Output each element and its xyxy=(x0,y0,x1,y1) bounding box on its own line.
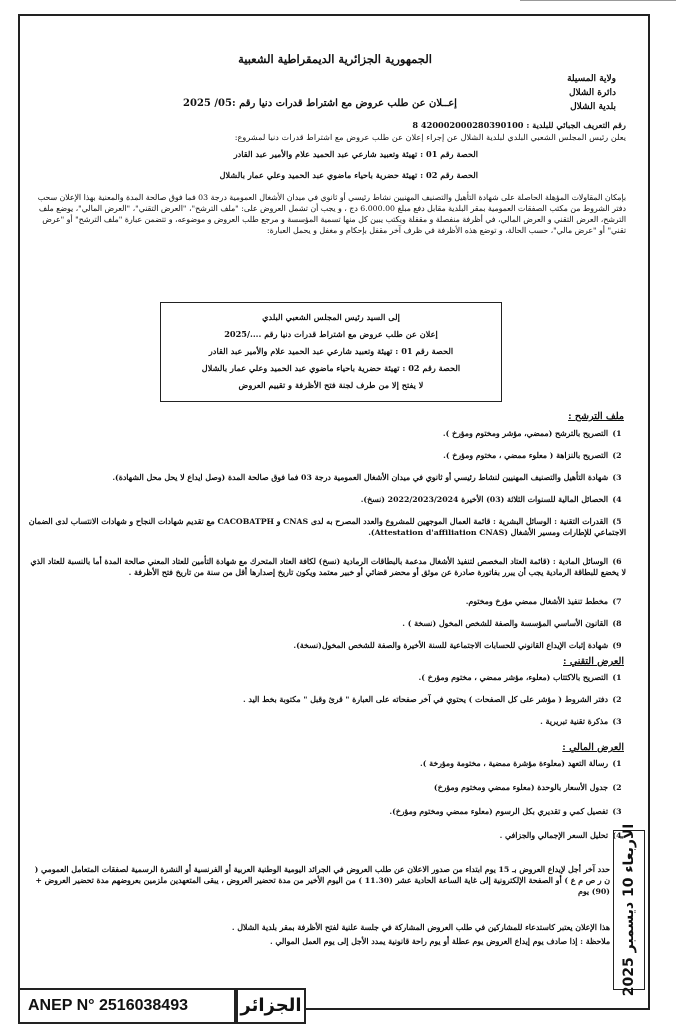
financial-item-number: 2) xyxy=(612,783,622,792)
box-line-3: الحصة رقم 01 : تهيئة وتعبيد شارعي عبد الحميد علام والأمير عبد القادر xyxy=(208,346,454,356)
announcement-title: إعــلان عن طلب عروض مع اشتراط قدرات دنيا رقم :05/ 2025 xyxy=(183,98,457,109)
nif-line: رقم التعريف الجبائي للبلدية : 420002000280390100 8 xyxy=(412,120,626,130)
commune-label: بلدية الشلال xyxy=(570,102,616,112)
candidacy-item-text: التصريح بالنزاهة ( معلوء ممضي ، مختوم ومؤرخ ). xyxy=(443,451,608,460)
newspaper-logo: الجزائر xyxy=(236,988,306,1024)
technical-title: العرض التقني : xyxy=(563,656,624,667)
box-line-2: إعلان عن طلب عروض مع اشتراط قدرات دنيا رقم ..../2025 xyxy=(224,329,438,339)
lot2-line: الحصة رقم 02 : تهيئة حضرية باحياء ماضوي عبد الحميد وعلي عمار بالشلال xyxy=(219,170,478,180)
candidacy-item-number: 2) xyxy=(612,451,622,460)
financial-item xyxy=(26,758,626,769)
candidacy-item xyxy=(26,450,626,461)
candidacy-title: ملف الترشح : xyxy=(568,411,624,422)
technical-item xyxy=(26,694,626,705)
candidacy-item-text: التصريح بالترشح (ممضي، مؤشر ومختوم ومؤرخ ). xyxy=(442,429,608,438)
candidacy-item xyxy=(26,472,626,483)
republic-title: الجمهورية الجزائرية الديمقراطية الشعبية xyxy=(238,52,432,66)
financial-item-text: جدول الأسعار بالوحدة (معلوء ممضي ومختوم ومؤرخ) xyxy=(433,783,608,792)
financial-item-text: تحليل السعر الإجمالي والجزافي . xyxy=(499,831,608,840)
candidacy-item-text: شهادة إثبات الإيداع القانوني للحسابات الاجتماعية للسنة الأخيرة والصفة للشخص المخول(نسخة). xyxy=(293,641,608,650)
eligibility-paragraph: بإمكان المقاولات المؤهلة الحاصلة على شهادة التأهيل والتصنيف المهنيين نشاط رئيسي أو ثانوي في ميدان الأشغال العمومية درجة 03 فما فوق صالحة المدة والمعنية بهذا الإعلان سحب دفتر الشروط من مكتب الصفقات العمومية بمقر البلدية مقابل دفع مبلغ 6.000.00 دج ، و يجب أن تشمل العروض على: "ملف الترشح"، "العرض التقني"، "العرض المالي"، يوضع ملف الترشح، العرض التقني و العرض المالي، في أظرفة منفصلة و مقفلة ويكتب يبين كل منها تسمية المؤسسة و مرجع طلب العروض و موضوعه، و تتضمن عبارة "ملف الترشح" أو "عرض تقني" أو "عرض مالي"، حسب الحالة، و توضع هذه الأظرفة في ظرف آخر مقفل بإحكام و مغفل و يحمل العبارة: xyxy=(37,193,626,235)
technical-item-number: 3) xyxy=(612,717,622,726)
technical-item-text: التصريح بالاكتتاب (معلوء، مؤشر ممضي ، مختوم ومؤرخ ). xyxy=(418,673,608,682)
technical-item-number: 1) xyxy=(612,673,622,682)
candidacy-item xyxy=(26,618,626,629)
technical-item xyxy=(26,716,626,727)
candidacy-item xyxy=(26,596,626,607)
candidacy-item-number: 5) xyxy=(612,517,622,526)
financial-item-number: 1) xyxy=(612,759,622,768)
technical-item xyxy=(26,672,626,683)
technical-item-number: 2) xyxy=(612,695,622,704)
daira-label: دائرة الشلال xyxy=(568,88,616,98)
candidacy-item xyxy=(26,516,626,538)
financial-item xyxy=(26,830,626,841)
document-page xyxy=(18,14,650,1010)
financial-item-number: 4) xyxy=(612,831,622,840)
candidacy-item-number: 7) xyxy=(612,597,622,606)
candidacy-item-number: 8) xyxy=(612,619,622,628)
financial-title: العرض المالي : xyxy=(562,742,624,753)
invitation-paragraph: هذا الإعلان يعتبر كاستدعاء للمشاركين في طلب العروض المشاركة في جلسة علنية لفتح الأظرفة بمقر بلدية الشلال . xyxy=(231,923,610,932)
candidacy-item-text: القانون الأساسي المؤسسة والصفة للشخص المخول (نسخة ) . xyxy=(402,619,608,628)
technical-item-text: مذكرة تقنية تبريرية . xyxy=(540,717,608,726)
candidacy-item-number: 4) xyxy=(612,495,622,504)
candidacy-item-number: 9) xyxy=(612,641,622,650)
financial-item-number: 3) xyxy=(612,807,622,816)
financial-item-text: رسالة التعهد (معلوءة مؤشرة ممضية ، مختومة ومؤرخة ). xyxy=(420,759,608,768)
financial-item xyxy=(26,782,626,793)
wilaya-label: ولاية المسيلة xyxy=(567,74,616,84)
intro-line: يعلن رئيس المجلس الشعبي البلدي لبلدية الشلال عن إجراء إعلان عن طلب عروض مع اشتراط قدرات دنيا لمشروع: xyxy=(234,132,626,142)
note-paragraph: ملاحظة : إذا صادف يوم إيداع العروض يوم عطلة أو يوم راحة قانونية يمدد الأجل إلى يوم العمل الموالي . xyxy=(269,937,610,946)
candidacy-item-text: الوسائل المادية : (قائمة العتاد المخصص لتنفيذ الأشغال مدعمة بالبطاقات الرمادية (نسخ) لكافة العتاد المتحرك مع شهادة التأمين للعتاد المعني صالحة المدة أما بالنسبة للعتاد الذي لا يخضع للبطاقة الرمادية يجب أن يبرر بفاتورة صادرة عن موثق أو محضر قضائي أو خبير معتمد ويكون تاريخ إصدارها أقل من سنة من تاريخ فتح الأظرفة . xyxy=(30,557,626,577)
deadline-paragraph: حدد آخر أجل لإيداع العروض بـ 15 يوم ابتداء من صدور الاعلان عن طلب العروض في الجرائد اليومية الوطنية العربية أو الفرنسية أو النشرة الرسمية لصفقات المتعامل العمومي ( ن ر ص م ع ) أو الصفحة الإلكترونية إلى غاية الساعة الحادية عشر (11.30 ) من اليوم الأخير من مدة تحضير العروض ، يبقى المتعهدين ملزمين بعروضهم مدة تحضير العروض + (90) يوم xyxy=(34,865,610,896)
candidacy-item-number: 1) xyxy=(612,429,622,438)
envelope-box xyxy=(160,302,502,402)
candidacy-item xyxy=(26,428,626,439)
lot1-line: الحصة رقم 01 : تهيئة وتعبيد شارعي عبد الحميد علام والأمير عبد القادر xyxy=(233,149,478,159)
technical-item-text: دفتر الشروط ( مؤشر على كل الصفحات ) يحتوي في آخر صفحاته على العبارة " قرئ وقبل " مكتوبة بخط اليد . xyxy=(242,695,608,704)
candidacy-item-text: مخطط تنفيذ الأشغال ممضي مؤرخ ومختوم. xyxy=(465,597,608,606)
candidacy-item-number: 6) xyxy=(612,557,622,566)
anep-number: ANEP N° 2516038493 xyxy=(18,988,236,1024)
box-line-5: لا يفتح إلا من طرف لجنة فتح الأظرفة و تقييم العروض xyxy=(238,380,424,390)
box-line-4: الحصة رقم 02 : تهيئة حضرية باحياء ماضوي عبد الحميد وعلي عمار بالشلال xyxy=(201,363,461,373)
candidacy-item-number: 3) xyxy=(612,473,622,482)
box-line-1: إلى السيد رئيس المجلس الشعبي البلدي xyxy=(262,312,400,322)
financial-item xyxy=(26,806,626,817)
candidacy-item-text: الحصائل المالية للسنوات الثلاثة (03) الأخيرة 2022/2023/2024 (نسخ). xyxy=(360,495,608,504)
top-rule xyxy=(520,0,676,5)
side-date: الأربعاء 10 ديسمبر 2025 xyxy=(621,823,637,997)
candidacy-item xyxy=(26,640,626,651)
candidacy-item xyxy=(26,494,626,505)
candidacy-item-text: القدرات التقنية : الوسائل البشرية : قائمة العمال الموجهين للمشروع والعدد المصرح به لدى CNAS و CACOBATPH مع تقديم شهادات النجاح و شهادات الانتساب لدى الضمان الاجتماعي للإطارات ومسير الأشغال (Attestation d'affiliation CNAS). xyxy=(28,517,626,537)
candidacy-item xyxy=(26,556,626,578)
candidacy-item-text: شهادة التأهيل والتصنيف المهنيين لنشاط رئيسي أو ثانوي في ميدان الأشغال العمومية درجة 03 فما فوق صالحة المدة (وصل ايداع لا يحل محل الشهادة). xyxy=(112,473,608,482)
financial-item-text: تفصيل كمي و تقديري بكل الرسوم (معلوء ممضي ومختوم ومؤرخ). xyxy=(389,807,608,816)
date-sidebar xyxy=(613,823,645,997)
